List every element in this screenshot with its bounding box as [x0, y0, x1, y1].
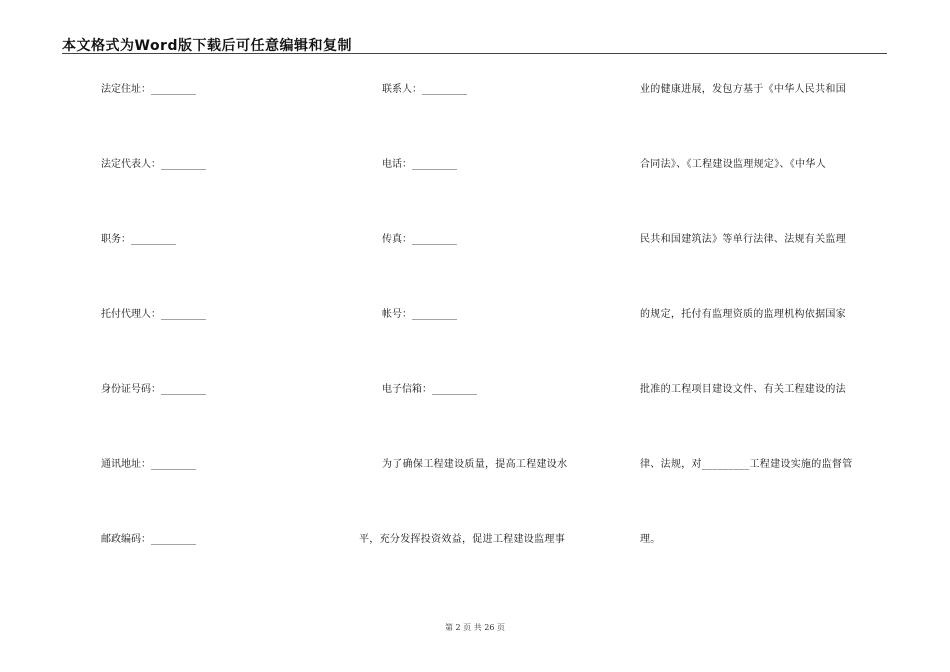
body-text-line: 民共和国建筑法》等单行法律、法规有关监理	[640, 234, 846, 245]
body-text-line: 律、法规，对_________工程建设实施的监督管	[640, 459, 853, 470]
contact-person-field: 联系人：_________	[382, 84, 467, 95]
word-format-banner: 本文格式为Word版下载后可任意编辑和复制	[62, 38, 352, 54]
banner-divider	[62, 53, 887, 54]
postal-code-field: 邮政编码：_________	[101, 534, 196, 545]
phone-field: 电话：_________	[382, 159, 457, 170]
body-text-line: 理。	[640, 534, 661, 545]
body-text-line: 批准的工程项目建设文件、有关工程建设的法	[640, 384, 846, 395]
account-number-field: 帐号：_________	[382, 309, 457, 320]
legal-representative-field: 法定代表人：_________	[101, 159, 206, 170]
fax-field: 传真：_________	[382, 234, 457, 245]
position-field: 职务：_________	[101, 234, 176, 245]
id-number-field: 身份证号码：_________	[101, 384, 206, 395]
mailing-address-field: 通讯地址：_________	[101, 459, 196, 470]
legal-address-field: 法定住址：_________	[101, 84, 196, 95]
email-field: 电子信箱：_________	[382, 384, 477, 395]
body-text-line: 业的健康进展，发包方基于《中华人民共和国	[640, 84, 846, 95]
body-text-line: 平，充分发挥投资效益，促进工程建设监理事	[359, 534, 565, 545]
authorized-agent-field: 托付代理人：_________	[101, 309, 206, 320]
page-number: 第 2 页 共 26 页	[445, 623, 505, 632]
body-text-line: 为了确保工程建设质量，提高工程建设水	[382, 459, 568, 470]
body-text-line: 合同法》、《工程建设监理规定》、《中华人	[640, 159, 826, 170]
body-text-line: 的规定，托付有监理资质的监理机构依据国家	[640, 309, 846, 320]
